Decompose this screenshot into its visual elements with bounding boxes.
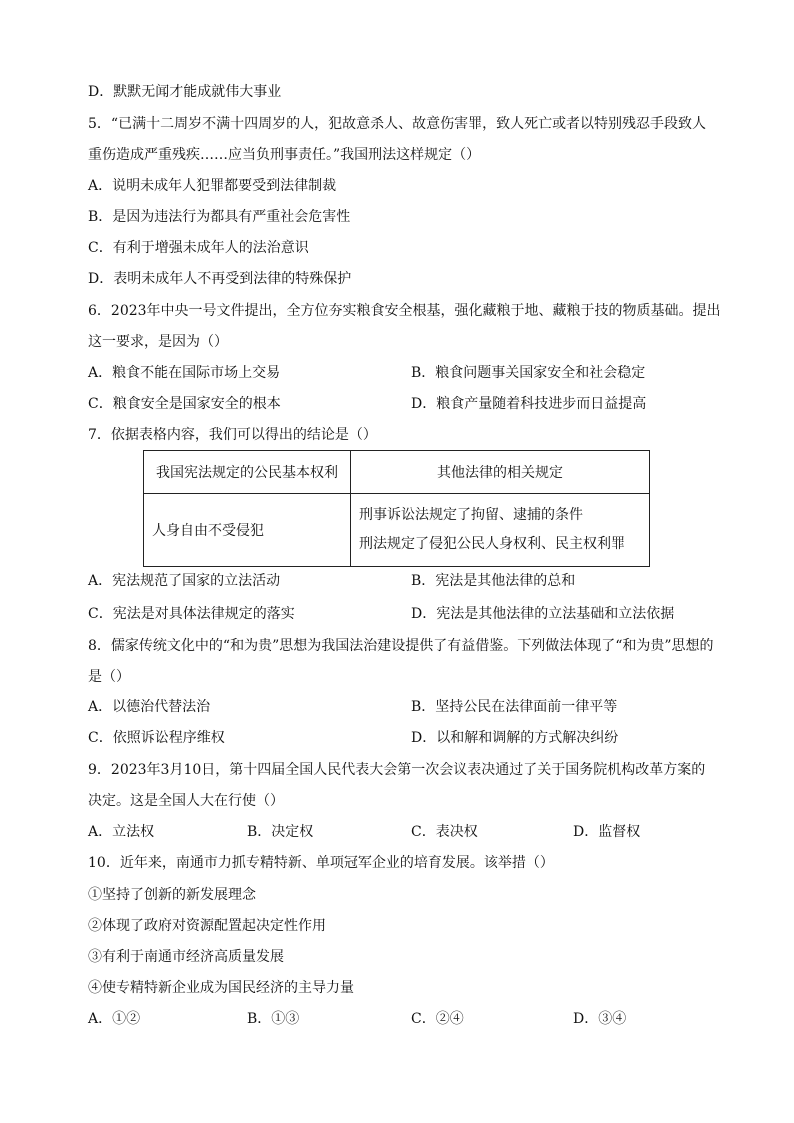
related-law-2: 刑法规定了侵犯公民人身权利、民主权利罪 <box>359 536 625 552</box>
q9-stem-line1: 9．2023年3月10日，第十四届全国人民代表大会第一次会议表决通过了关于国务院机构改革方案的 <box>88 762 706 778</box>
q9-option-d: D．监督权 <box>573 824 641 840</box>
q7-table <box>143 450 650 567</box>
q7-stem: 7．依据表格内容，我们可以得出的结论是（） <box>88 427 377 443</box>
q5-option-d: D．表明未成年人不再受到法律的特殊保护 <box>88 271 352 287</box>
q5-option-a: A．说明未成年人犯罪都要受到法律制裁 <box>88 178 337 194</box>
related-law-1: 刑事诉讼法规定了拘留、逮捕的条件 <box>359 507 583 523</box>
q4-option-d: D．默默无闻才能成就伟大事业 <box>88 84 282 100</box>
q10-option-b: B．①③ <box>247 1011 300 1027</box>
table-header-row <box>144 451 650 494</box>
q8-stem-line2: 是（） <box>88 669 130 685</box>
q9-stem-line2: 决定。这是全国人大在行使（） <box>88 793 284 809</box>
q6-option-d: D．粮食产量随着科技进步而日益提高 <box>411 396 647 412</box>
q9-option-b: B．决定权 <box>247 824 314 840</box>
q6-stem-line1: 6．2023年中央一号文件提出，全方位夯实粮食安全根基，强化藏粮于地、藏粮于技的物质基础。提出 <box>88 303 721 319</box>
q10-statement-4: ④使专精特新企业成为国民经济的主导力量 <box>88 980 354 996</box>
q8-option-d: D．以和解和调解的方式解决纠纷 <box>411 730 619 746</box>
q10-option-c: C．②④ <box>411 1011 464 1027</box>
q10-statement-2: ②体现了政府对资源配置起决定性作用 <box>88 918 326 934</box>
q10-statement-3: ③有利于南通市经济高质量发展 <box>88 949 284 965</box>
q6-option-a: A．粮食不能在国际市场上交易 <box>88 365 281 381</box>
q10-option-d: D．③④ <box>573 1011 627 1027</box>
q10-stem: 10．近年来，南通市力抓专精特新、单项冠军企业的培育发展。该举措（） <box>88 855 554 871</box>
table-row <box>144 494 650 567</box>
q10-statement-1: ①坚持了创新的新发展理念 <box>88 887 256 903</box>
q9-option-c: C．表决权 <box>411 824 478 840</box>
q6-option-b: B．粮食问题事关国家安全和社会稳定 <box>411 365 646 381</box>
table-cell-related-laws <box>351 494 650 567</box>
q9-option-a: A．立法权 <box>88 824 155 840</box>
q8-option-b: B．坚持公民在法律面前一律平等 <box>411 699 618 715</box>
q6-stem-line2: 这一要求，是因为（） <box>88 334 228 350</box>
q8-stem-line1: 8．儒家传统文化中的“和为贵”思想为我国法治建设提供了有益借鉴。下列做法体现了“和为贵”思想的 <box>88 638 714 654</box>
q5-option-b: B．是因为违法行为都具有严重社会危害性 <box>88 209 351 225</box>
q5-stem-line2: 重伤造成严重残疾……应当负刑事责任。”我国刑法这样规定（） <box>88 147 481 163</box>
q8-option-a: A．以德治代替法治 <box>88 699 211 715</box>
q7-option-c: C．宪法是对具体法律规定的落实 <box>88 606 295 622</box>
q5-stem-line1: 5．“已满十二周岁不满十四周岁的人，犯故意杀人、故意伤害罪，致人死亡或者以特别残忍手段致人 <box>88 116 707 132</box>
table-header-left: 我国宪法规定的公民基本权利 <box>144 451 351 494</box>
q7-option-d: D．宪法是其他法律的立法基础和立法依据 <box>411 606 675 622</box>
q5-option-c: C．有利于增强未成年人的法治意识 <box>88 240 309 256</box>
q8-option-c: C．依照诉讼程序维权 <box>88 730 225 746</box>
q10-option-a: A．①② <box>88 1011 141 1027</box>
q7-option-a: A．宪法规范了国家的立法活动 <box>88 573 281 589</box>
table-cell-right-type: 人身自由不受侵犯 <box>144 494 351 567</box>
q6-option-c: C．粮食安全是国家安全的根本 <box>88 396 281 412</box>
table-header-right: 其他法律的相关规定 <box>351 451 650 494</box>
q7-option-b: B．宪法是其他法律的总和 <box>411 573 576 589</box>
